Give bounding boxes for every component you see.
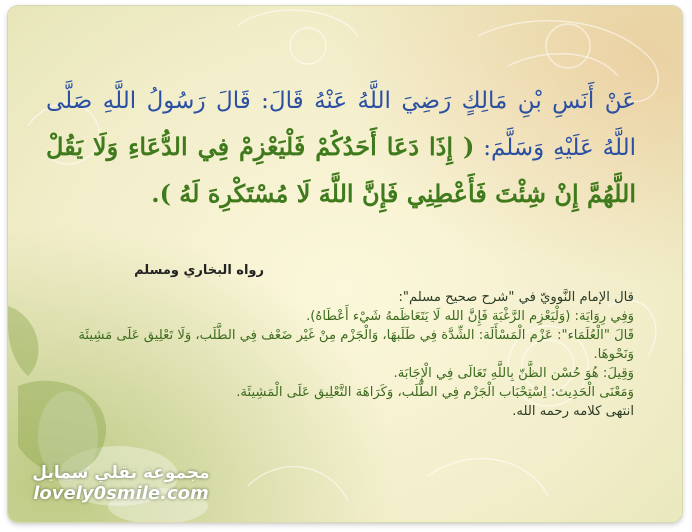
watermark-arabic: مجموعة نقلي سمايل — [32, 463, 210, 483]
site-watermark — [26, 462, 216, 504]
commentary-line: وَقِيلَ: هُوَ حُسْن الظَّنّ بِاللَّهِ تَعَالَى فِي الْإِجَابَة. — [393, 366, 634, 381]
hadith-source: رواه البخاري ومسلم — [134, 263, 264, 278]
commentary-line: وَمَعْنَى الْحَدِيث: اِسْتِحْبَاب الْجَزْم فِي الطَّلَب، وَكَرَاهَة التَّعْلِيق عَلَى الْمَشِيئَة. — [236, 385, 634, 400]
nawawi-commentary — [34, 288, 634, 421]
commentary-line: قال الإمام النَّوويّ في "شرح صحيح مسلم": — [398, 290, 634, 305]
hadith-quote: ( إِذَا دَعَا أَحَدُكُمْ فَلْيَعْزِمْ فِي الدُّعَاءِ وَلَا يَقُلْ اللَّهُمَّ إِنْ شِئْتَ فَأَعْطِنِي فَإِنَّ اللَّهَ لَا مُسْتَكْرِهَ لَهُ ). — [46, 132, 636, 208]
commentary-line: انتهى كلامه رحمه الله. — [512, 404, 634, 419]
commentary-line: قَالَ "الْعُلَمَاء": عَزْم الْمَسْأَلَة: الشِّدَّة فِي طَلَبهَا، وَالْجَزْم مِنْ غَيْر ضَعْف فِي الطَّلَب، وَلَا تَعْلِيق عَلَى مَشِيئَة وَنَحْوهَا. — [78, 328, 634, 362]
watermark-url: lovely0smile.com — [33, 483, 209, 504]
hadith-text — [46, 78, 636, 218]
hadith-card — [8, 6, 682, 522]
commentary-line: وَفِي رِوَايَة: (وَلْيَعْزِم الرَّغْبَة فَإِنَّ الله لَا يَتَعَاظَمهُ شَيْء أَعْطَاهُ). — [306, 309, 634, 324]
hadith-intro: عَنْ أَنَسِ بْنِ مَالِكٍ رَضِيَ اللَّهُ عَنْهُ قَالَ: قَالَ رَسُولُ اللَّهِ صَلَّى اللَّهُ عَلَيْهِ وَسَلَّمَ: — [46, 88, 637, 161]
